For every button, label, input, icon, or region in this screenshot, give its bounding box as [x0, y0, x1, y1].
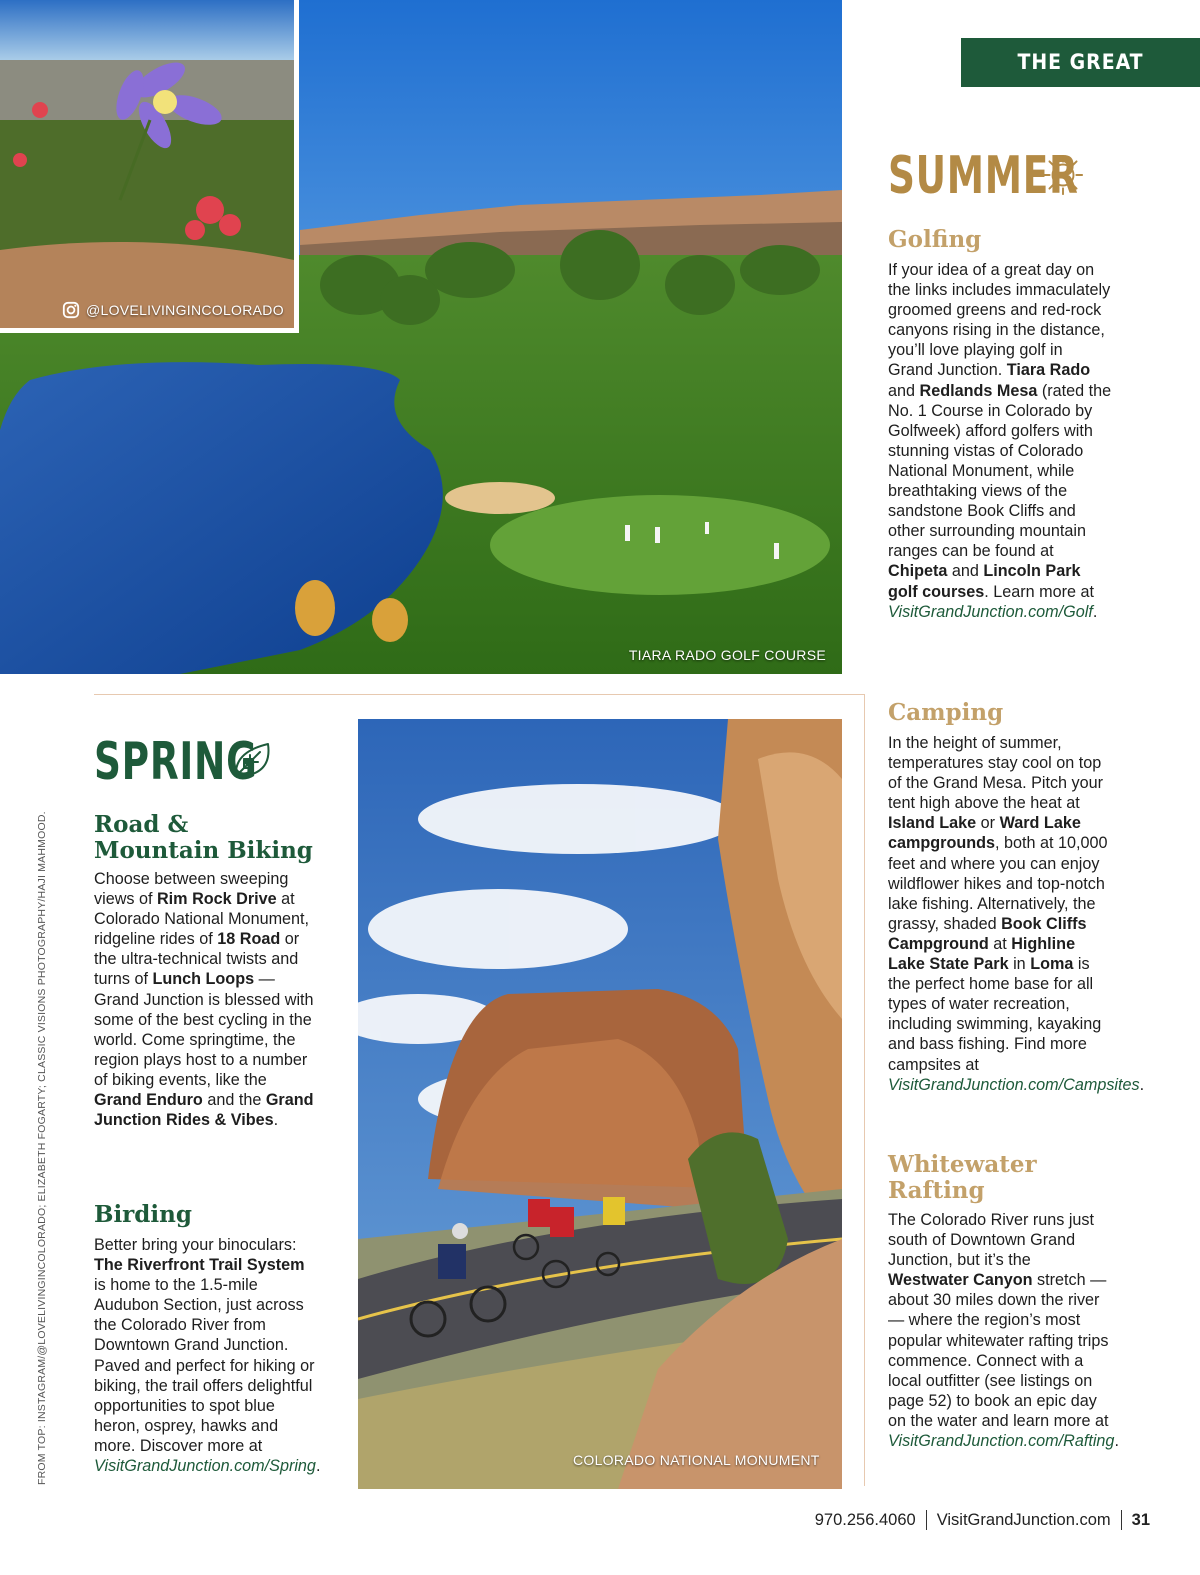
photo-credit: FROM TOP: INSTAGRAM/@LOVELIVINGINCOLORADO; ELIZABETH FOGARTY; CLASSIC VISIONS PHOTOGRAPHY/HAJI MAHMOOD. [36, 811, 48, 1485]
birding-heading: Birding [94, 1201, 192, 1228]
biking-text: Choose between sweeping views of Rim Rock Drive at Colorado National Monument, ridgeline rides of 18 Road or the ultra-technical twists and turns of Lunch Loops — Grand Junction is blessed with some of the best cycling in the world. Come springtime, the region plays host to a number of biking events, like the Grand Enduro and the Grand Junction Rides & Vibes. [94, 870, 314, 1130]
camping-text: In the height of summer, temperatures stay cool on top of the Grand Mesa. Pitch your tent high above the heat at Island Lake or Ward Lake campgrounds, both at 10,000 feet and where you can enjoy wildflower hikes and top-notch lake fishing. Alternatively, the grassy, shaded Book Cliffs Campground at Highline Lake State Park in Loma is the perfect home base for all types of water recreation, including swimming, kayaking and bass fishing. Find more campsites at VisitGrandJunction.com/Campsites. [888, 734, 1145, 1094]
spring-link[interactable]: VisitGrandJunction.com/Spring [94, 1457, 316, 1476]
bike-photo-caption: COLORADO NATIONAL MONUMENT [573, 1452, 820, 1468]
footer-separator [1121, 1510, 1122, 1530]
section-divider [94, 694, 864, 695]
footer-website[interactable]: VisitGrandJunction.com [936, 1510, 1111, 1529]
leaf-icon [230, 738, 274, 782]
section-tag: THE GREAT OUTDOORS [961, 38, 1200, 87]
page-footer [815, 1510, 1150, 1530]
footer-separator [926, 1510, 927, 1530]
instagram-icon [62, 301, 80, 319]
rafting-text: The Colorado River runs just south of Downtown Grand Junction, but it’s the Westwater Canyon stretch — about 30 miles down the river — where the region’s most popular whitewater rafting trips commence. Connect with a local outfitter (see listings on page 52) to book an epic day on the water and learn more at VisitGrandJunction.com/Rafting. [888, 1211, 1119, 1451]
column-divider [864, 694, 865, 1486]
campsites-link[interactable]: VisitGrandJunction.com/Campsites [888, 1075, 1140, 1094]
golfing-heading: Golfing [888, 226, 982, 253]
camping-heading: Camping [888, 699, 1004, 726]
footer-phone: 970.256.4060 [814, 1510, 916, 1529]
spring-heading: SPRING [94, 732, 258, 792]
cyclists-photo [358, 719, 842, 1489]
golfing-text: If your idea of a great day on the links includes immaculately groomed greens and red-rock canyons rising in the distance, you’ll love playing golf in Grand Junction. Tiara Rado and Redlands Mesa (rated the No. 1 Course in Colorado by Golfweek) afford golfers with stunning vistas of Colorado National Monument, while breathtaking views of the sandstone Book Cliffs and other surrounding mountain ranges can be found at Chipeta and Lincoln Park golf courses. Learn more at VisitGrandJunction.com/Golf. [888, 261, 1112, 621]
rafting-link[interactable]: VisitGrandJunction.com/Rafting [888, 1432, 1115, 1451]
instagram-handle: @LOVELIVINGINCOLORADO [86, 302, 284, 318]
golf-link[interactable]: VisitGrandJunction.com/Golf [888, 602, 1093, 621]
biking-heading: Road & Mountain Biking [94, 811, 313, 864]
birding-text: Better bring your binoculars: The Riverfront Trail System is home to the 1.5-mile Audubon Section, just across the Colorado River from Downtown Grand Junction. Paved and perfect for hiking or biking, the trail offers delightful opportunities to spot blue heron, osprey, hawks and more. Discover more at VisitGrandJunction.com/Spring. [94, 1236, 321, 1476]
summer-heading: SUMMER [888, 146, 1079, 206]
columbine-flower-photo [0, 0, 299, 333]
rafting-heading: Whitewater Rafting [888, 1151, 1037, 1204]
page-number: 31 [1131, 1510, 1150, 1529]
golf-photo-caption: TIARA RADO GOLF COURSE [628, 647, 826, 663]
instagram-credit [62, 301, 284, 319]
sun-icon [1042, 154, 1084, 196]
